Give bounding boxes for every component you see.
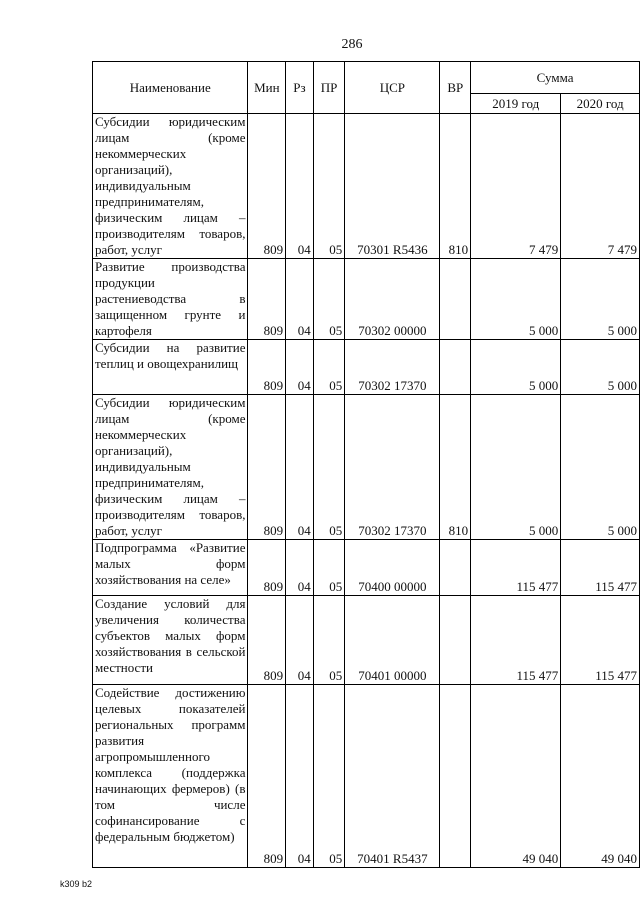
table-row bbox=[93, 340, 640, 395]
row-amount-2019: 49 040 bbox=[471, 685, 561, 868]
row-min: 809 bbox=[248, 395, 286, 540]
row-vr: 810 bbox=[440, 114, 471, 259]
table-row bbox=[93, 596, 640, 685]
row-min: 809 bbox=[248, 685, 286, 868]
row-pr: 05 bbox=[313, 340, 345, 395]
footer-code: k309 b2 bbox=[60, 879, 93, 889]
row-rz: 04 bbox=[286, 259, 314, 340]
row-csr: 70400 00000 bbox=[345, 540, 440, 596]
row-min: 809 bbox=[248, 340, 286, 395]
row-name: Субсидии на развитие теплиц и овощехранилищ bbox=[93, 340, 248, 395]
row-amount-2019: 5 000 bbox=[471, 340, 561, 395]
header-sum: Сумма bbox=[471, 62, 640, 94]
row-min: 809 bbox=[248, 114, 286, 259]
header-name: Наименование bbox=[93, 62, 248, 114]
row-rz: 04 bbox=[286, 340, 314, 395]
budget-table bbox=[92, 61, 640, 868]
row-vr: 810 bbox=[440, 395, 471, 540]
row-name: Содействие достижению целевых показателей региональных программ развития агропромышленного комплекса (поддержка начинающих фермеров) (в том числе софинансирование с федеральным бюджетом) bbox=[93, 685, 248, 868]
row-amount-2020: 5 000 bbox=[561, 340, 640, 395]
row-amount-2020: 115 477 bbox=[561, 596, 640, 685]
row-amount-2020: 5 000 bbox=[561, 259, 640, 340]
row-min: 809 bbox=[248, 540, 286, 596]
row-rz: 04 bbox=[286, 540, 314, 596]
table-row bbox=[93, 685, 640, 868]
row-rz: 04 bbox=[286, 685, 314, 868]
header-csr: ЦСР bbox=[345, 62, 440, 114]
row-vr bbox=[440, 340, 471, 395]
row-csr: 70301 R5436 bbox=[345, 114, 440, 259]
row-rz: 04 bbox=[286, 395, 314, 540]
table-row bbox=[93, 395, 640, 540]
table-row bbox=[93, 540, 640, 596]
table-row bbox=[93, 114, 640, 259]
row-csr: 70302 00000 bbox=[345, 259, 440, 340]
row-vr bbox=[440, 540, 471, 596]
header-pr: ПР bbox=[313, 62, 345, 114]
header-vr: ВР bbox=[440, 62, 471, 114]
row-amount-2019: 115 477 bbox=[471, 540, 561, 596]
row-name: Субсидии юридическим лицам (кроме некоммерческих организаций), индивидуальным предпринимателям, физическим лицам – производителям товаров, работ, услуг bbox=[93, 114, 248, 259]
row-pr: 05 bbox=[313, 395, 345, 540]
row-pr: 05 bbox=[313, 540, 345, 596]
row-amount-2020: 115 477 bbox=[561, 540, 640, 596]
row-name: Субсидии юридическим лицам (кроме некоммерческих организаций), индивидуальным предпринимателям, физическим лицам – производителям товаров, работ, услуг bbox=[93, 395, 248, 540]
row-amount-2020: 7 479 bbox=[561, 114, 640, 259]
row-amount-2020: 49 040 bbox=[561, 685, 640, 868]
row-vr bbox=[440, 685, 471, 868]
row-vr bbox=[440, 596, 471, 685]
row-csr: 70302 17370 bbox=[345, 395, 440, 540]
row-rz: 04 bbox=[286, 114, 314, 259]
row-name: Подпрограмма «Развитие малых форм хозяйствования на селе» bbox=[93, 540, 248, 596]
header-min: Мин bbox=[248, 62, 286, 114]
row-pr: 05 bbox=[313, 685, 345, 868]
row-pr: 05 bbox=[313, 596, 345, 685]
row-amount-2019: 5 000 bbox=[471, 259, 561, 340]
row-amount-2019: 7 479 bbox=[471, 114, 561, 259]
row-amount-2019: 5 000 bbox=[471, 395, 561, 540]
row-name: Развитие производства продукции растениеводства в защищенном грунте и картофеля bbox=[93, 259, 248, 340]
row-amount-2019: 115 477 bbox=[471, 596, 561, 685]
header-year-2020: 2020 год bbox=[561, 94, 640, 114]
header-year-2019: 2019 год bbox=[471, 94, 561, 114]
row-min: 809 bbox=[248, 259, 286, 340]
row-rz: 04 bbox=[286, 596, 314, 685]
row-vr bbox=[440, 259, 471, 340]
row-pr: 05 bbox=[313, 114, 345, 259]
row-amount-2020: 5 000 bbox=[561, 395, 640, 540]
row-min: 809 bbox=[248, 596, 286, 685]
row-csr: 70401 00000 bbox=[345, 596, 440, 685]
header-rz: Рз bbox=[286, 62, 314, 114]
row-csr: 70302 17370 bbox=[345, 340, 440, 395]
row-pr: 05 bbox=[313, 259, 345, 340]
page-number: 286 bbox=[341, 37, 363, 52]
table-row bbox=[93, 259, 640, 340]
row-name: Создание условий для увеличения количества субъектов малых форм хозяйствования в сельской местности bbox=[93, 596, 248, 685]
row-csr: 70401 R5437 bbox=[345, 685, 440, 868]
